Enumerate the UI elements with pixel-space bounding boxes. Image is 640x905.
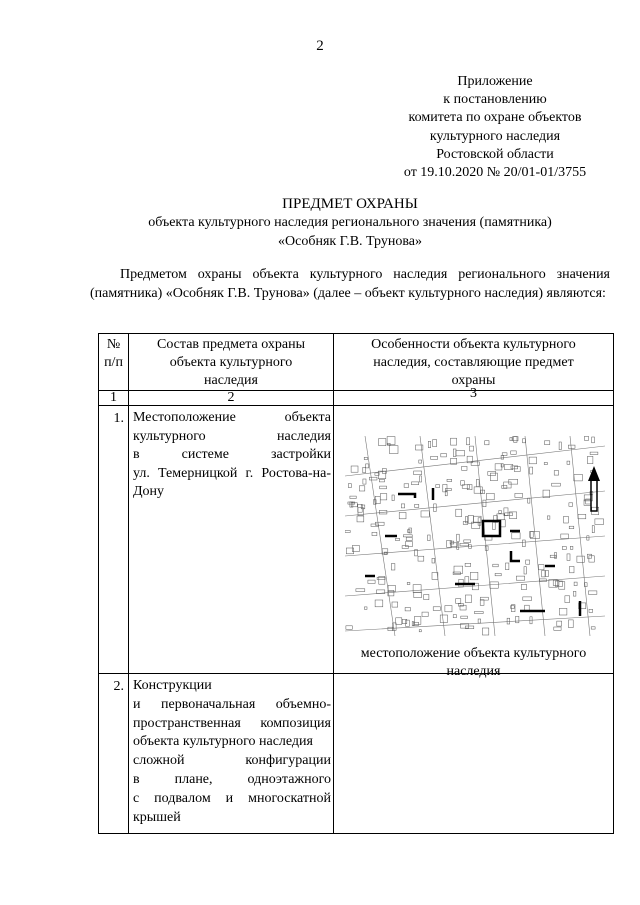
annex-line: от 19.10.2020 № 20/01-01/3755 [403,165,587,181]
row-line: крышей [133,809,181,825]
row-line: Конструкции [133,678,212,693]
annex-line: комитета по охране объектов [408,110,582,126]
row-line: сложной конфигурации [133,753,331,769]
page-number: 2 [316,38,324,54]
site-map-image [345,436,605,636]
document-subtitle-line2: «Особняк Г.В. Трунова» [278,234,422,249]
annex-line: к постановлению [443,92,547,108]
row-number: 2. [99,674,129,834]
column-number: 3 [334,391,614,406]
document-title: ПРЕДМЕТ ОХРАНЫ [282,196,418,212]
row-line: пространственная композиция [133,715,331,731]
column-number: 1 [99,391,129,406]
table-row [99,406,614,674]
annex-line: Приложение [457,74,533,89]
row-line: культурного наследия [133,428,331,444]
column-number: 2 [129,391,334,406]
row-line: объекта культурного наследия [133,734,313,750]
table-row [99,674,614,834]
column-number-row [99,391,614,406]
row-line: с подвалом и многоскатной [133,790,331,806]
table-header-row [99,334,614,391]
row-line: в системе застройки [133,447,331,463]
row-line: Местоположение объекта [133,410,331,425]
row-line: Дону [133,484,165,500]
header-number: № п/п [99,334,129,391]
row-line: ул. Темерницкой г. Ростова-на- [133,465,331,481]
row-line: в плане, одноэтажного [133,771,331,787]
annex-line: Ростовской области [436,146,554,162]
empty-feature-cell [334,674,614,834]
annex-block [360,73,630,182]
protection-table [98,333,614,834]
map-cell [334,406,614,679]
header-composition: Состав предмета охраны объекта культурного наследия [129,334,334,391]
intro-text: Предметом охраны объекта культурного наследия регионального значения (памятника) «Особняк Г.В. Трунова» (далее – объект культурного наследия) являются: [90,267,610,301]
row-line: и первоначальная объемно- [133,696,331,712]
row-number: 1. [99,406,129,674]
row-description [129,674,334,834]
intro-paragraph [90,265,610,303]
document-subtitle-line1: объекта культурного наследия регионального значения (памятника) [148,215,552,230]
map-caption: местоположение объекта культурного наследия [360,646,587,679]
row-description [129,406,334,674]
annex-line: культурного наследия [429,128,561,144]
header-features: Особенности объекта культурного наследия, составляющие предмет охраны [334,334,614,391]
